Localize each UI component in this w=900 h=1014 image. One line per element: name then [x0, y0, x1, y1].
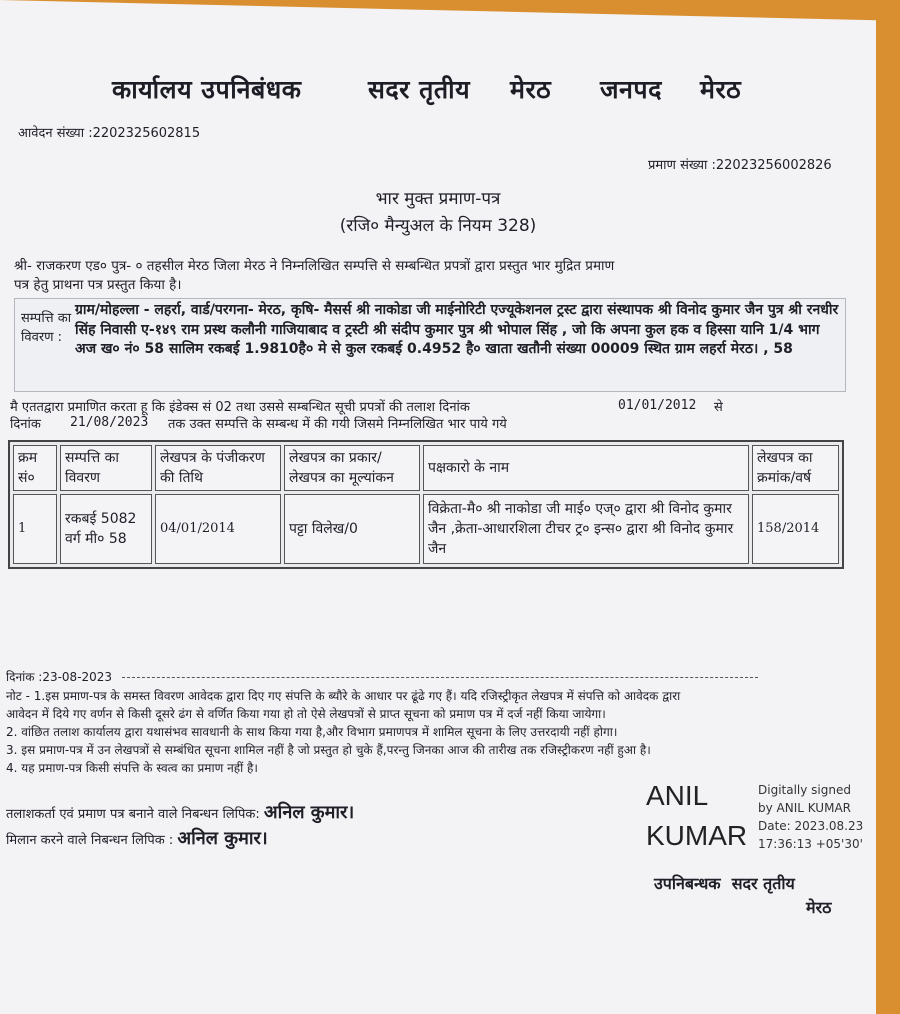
dashed-divider	[122, 677, 758, 678]
cell-doc-number: 158/2014	[752, 494, 839, 564]
certificate-title: भार मुक्त प्रमाण-पत्र	[375, 189, 501, 209]
search-se: से	[714, 400, 723, 415]
header-property: सम्पत्ति का विवरण	[60, 445, 152, 491]
cell-doc-type: पट्टा विलेख/0	[284, 494, 420, 564]
note-line: 2. वांछित तलाश कार्यालय द्वारा यथासंभव सावधानी के साथ किया गया है,और विभाग प्रमाणपत्र में शामिल सूचना के लिए उत्तरदायी नहीं होगा।	[6, 725, 618, 739]
applicant-line-2: पत्र हेतु प्राथना पत्र प्रस्तुत किया है।	[14, 277, 182, 293]
cell-parties: विक्रेता-मै० श्री नाकोडा जी माई० एज्० द्वारा श्री विनोद कुमार जैन ,क्रेता-आधारशिला टीचर ट्र० इन्स० द्वारा श्री विनोद कुमार जैन	[423, 494, 749, 564]
property-description: ग्राम/मोहल्ला - लहर्रा, वार्ड/परगना- मेरठ, कृषि- मैसर्स श्री नाकोडा जी माईनोरिटी एज्यूकेशनल ट्रस्ट द्वारा संस्थापक श्री विनोद कुमार जैन पुत्र श्री रनधीर सिंह निवासी ए-१४९ राम प्रस्थ कलौनी गाजियाबाद व ट्रस्टी श्री संदीप कुमार पुत्र श्री भोपाल सिंह , जो कि अपना कुल हक व हिस्सा यानि 1/4 भाग अज ख० नं० 58 सालिम रकबई 1.9810है० मे से कुल रकबई 0.4952 है० खाता खतौनी संख्या 00009 स्थित ग्राम लहर्रा मेरठ। , 58	[75, 302, 839, 357]
header-serial: क्रम सं०	[13, 445, 57, 491]
signature-meta-2: by ANIL KUMAR	[758, 801, 851, 815]
signer-first-name: ANIL	[646, 780, 709, 811]
header-parties: पक्षकारो के नाम	[423, 445, 749, 491]
office-janpad: जनपद	[600, 75, 662, 104]
signature-meta-3: Date: 2023.08.23	[758, 819, 864, 833]
office-sadar-tritiya: सदर तृतीय	[368, 75, 471, 104]
certificate-subtitle: (रजि० मैन्युअल के नियम 328)	[339, 216, 537, 236]
verify-clerk-label: मिलान करने वाले निबन्धन लिपिक :	[6, 833, 174, 848]
search-line-1: मै एततद्वारा प्रमाणित करता हू कि इंडेक्स सं 02 तथा उससे सम्बन्धित सूची प्रपत्रों की तलाश दिनांक	[10, 400, 470, 415]
applicant-line-1: श्री- राजकरण एड० पुत्र- ० तहसील मेरठ जिला मेरठ ने निम्नलिखित सम्पत्ति से सम्बन्धित प्रपत्रों द्वारा प्रस्तुत भार मुद्रित प्रमाण	[14, 258, 615, 274]
cell-serial: 1	[13, 494, 57, 564]
header-doc-number: लेखपत्र का क्रमांक/वर्ष	[752, 445, 839, 491]
signature-meta-1: Digitally signed	[758, 783, 851, 797]
search-date-to: 21/08/2023	[70, 415, 149, 430]
search-clerk-name: अनिल कुमार।	[263, 802, 355, 823]
property-box	[14, 298, 846, 392]
cell-property: रकबई 5082 वर्ग मी० 58	[60, 494, 152, 564]
property-label: सम्पत्ति का विवरण :	[21, 311, 72, 345]
signer-last-name: KUMAR	[646, 820, 748, 851]
note-line: आवेदन में दिये गए वर्णन से किसी दूसरे ढंग से वर्णित किया गया हो तो ऐसे लेखपत्रों से प्राप्त सूचना को प्रमाण पत्र में दर्ज नहीं किया जायेगा।	[6, 707, 606, 721]
search-clerk	[6, 800, 354, 824]
notes-section	[6, 687, 826, 777]
office-meerut: मेरठ	[510, 75, 552, 104]
header-doc-type: लेखपत्र का प्रकार/ लेखपत्र का मूल्यांकन	[284, 445, 420, 491]
registrar-designation: उपनिबन्धक सदर तृतीय	[654, 874, 795, 893]
search-clerk-label: तलाशकर्ता एवं प्रमाण पत्र बनाने वाले निबन्धन लिपिक:	[6, 807, 260, 822]
cell-reg-date: 04/01/2014	[155, 494, 281, 564]
table-row	[13, 494, 839, 564]
signature-meta-4: 17:36:13 +05'30'	[758, 837, 863, 851]
search-date-from: 01/01/2012	[618, 398, 697, 413]
certificate-number: प्रमाण संख्या :22023256002826	[648, 158, 832, 173]
issue-date: दिनांक :23-08-2023	[6, 670, 113, 684]
note-line: नोट - 1.इस प्रमाण-पत्र के समस्त विवरण आवेदक द्वारा दिए गए संपत्ति के ब्यौरे के आधार पर ढूंढे गए हैं। यदि रजिस्ट्रीकृत लेखपत्र में संपत्ति को आवेदक द्वारा	[6, 689, 681, 703]
registrar-location: मेरठ	[806, 898, 832, 917]
verify-clerk	[6, 826, 268, 850]
note-line: 4. यह प्रमाण-पत्र किसी संपत्ति के स्वत्व का प्रमाण नहीं है।	[6, 761, 258, 775]
application-number: आवेदन संख्या :2202325602815	[18, 126, 201, 141]
search-line-2-prefix: दिनांक	[10, 417, 41, 432]
table-header-row	[13, 445, 839, 491]
office-title: कार्यालय उपनिबंधक	[112, 75, 302, 104]
encumbrance-table	[8, 440, 844, 569]
office-district: मेरठ	[700, 75, 742, 104]
header-reg-date: लेखपत्र के पंजीकरण की तिथि	[155, 445, 281, 491]
search-line-2: तक उक्त सम्पत्ति के सम्बन्ध में की गयी जिसमे निम्नलिखित भार पाये गये	[168, 417, 507, 432]
verify-clerk-name: अनिल कुमार।	[177, 828, 268, 849]
note-line: 3. इस प्रमाण-पत्र में उन लेखपत्रों से सम्बंधित सूचना शामिल नहीं है जो प्रस्तुत हो चुके हैं,परन्तु जिनका आज की तारीख तक रजिस्ट्रीकरण नहीं हुआ है।	[6, 743, 651, 757]
